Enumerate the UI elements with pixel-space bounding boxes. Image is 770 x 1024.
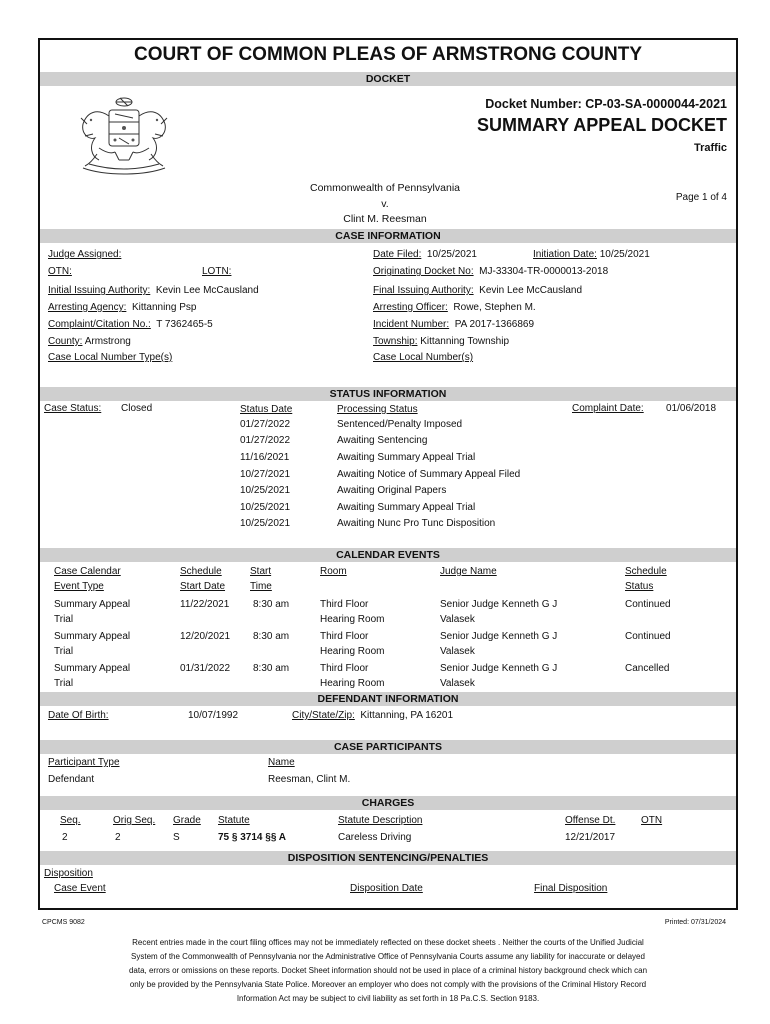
participant-name-header: Name	[268, 757, 295, 768]
defendant-information-bar: DEFENDANT INFORMATION	[40, 692, 736, 706]
calendar-events-bar: CALENDAR EVENTS	[40, 548, 736, 562]
complaint-citation-label: Complaint/Citation No.:	[48, 319, 151, 330]
event-date: 01/31/2022	[180, 663, 231, 674]
event-time: 8:30 am	[253, 631, 290, 642]
event-type-cont: Trial	[54, 614, 74, 625]
event-judge: Senior Judge Kenneth G J	[440, 663, 558, 674]
form-id: CPCMS 9082	[42, 919, 85, 926]
charge-grade: S	[173, 832, 180, 843]
complaint-date-label: Complaint Date:	[572, 403, 644, 414]
schedule-start-date-header-2: Start Date	[180, 581, 226, 592]
processing-status: Awaiting Summary Appeal Trial	[337, 502, 476, 513]
case-local-number-type-label: Case Local Number Type(s)	[48, 352, 173, 363]
room-header: Room	[320, 566, 347, 577]
event-room: Third Floor	[320, 631, 369, 642]
court-title: COURT OF COMMON PLEAS OF ARMSTRONG COUNTY	[133, 44, 643, 65]
caption-versus: v.	[381, 198, 389, 210]
start-time-header-2: Time	[250, 581, 272, 592]
status-information-bar: STATUS INFORMATION	[40, 387, 736, 401]
arresting-officer-value: Rowe, Stephen M.	[453, 302, 536, 313]
orig-seq-header: Orig Seq.	[113, 815, 156, 826]
initiation-date-value: 10/25/2021	[599, 249, 650, 260]
originating-docket-label: Originating Docket No:	[373, 266, 474, 277]
complaint-date-value: 01/06/2018	[666, 403, 717, 414]
county-label: County:	[48, 336, 83, 347]
status-date: 10/27/2021	[240, 469, 291, 480]
charge-description: Careless Driving	[338, 832, 412, 843]
status-date: 10/25/2021	[240, 485, 291, 496]
county-field	[48, 336, 131, 347]
incident-number-value: PA 2017-1366869	[454, 319, 535, 330]
case-subtype: Traffic	[693, 142, 727, 154]
start-time-header-1: Start	[250, 566, 272, 577]
event-status: Continued	[625, 599, 671, 610]
township-label: Township:	[373, 336, 418, 347]
schedule-start-date-header-1: Schedule	[180, 566, 222, 577]
event-room-cont: Hearing Room	[320, 646, 385, 657]
city-state-zip-value: Kittanning, PA 16201	[360, 710, 454, 721]
arresting-agency-value: Kittanning Psp	[131, 302, 197, 313]
event-judge-cont: Valasek	[440, 678, 475, 689]
event-status: Continued	[625, 631, 671, 642]
arresting-agency-label: Arresting Agency:	[48, 302, 127, 313]
disposition-label: Disposition	[44, 868, 93, 879]
event-judge: Senior Judge Kenneth G J	[440, 631, 558, 642]
event-judge-cont: Valasek	[440, 646, 475, 657]
status-date: 01/27/2022	[240, 419, 291, 430]
status-date: 10/25/2021	[240, 502, 291, 513]
charge-offense-date: 12/21/2017	[565, 832, 616, 843]
event-type-cont: Trial	[54, 678, 74, 689]
processing-status: Awaiting Sentencing	[337, 435, 428, 446]
charge-seq: 2	[62, 832, 68, 843]
event-type: Summary Appeal	[54, 599, 131, 610]
complaint-citation-value: T 7362465-5	[156, 319, 213, 330]
event-date: 11/22/2021	[180, 599, 230, 610]
township-field	[373, 336, 509, 347]
judge-name-header: Judge Name	[440, 566, 497, 577]
calendar-event-type-header-2: Event Type	[54, 581, 104, 592]
originating-docket-field	[373, 266, 608, 277]
caption-commonwealth: Commonwealth of Pennsylvania	[310, 182, 460, 194]
charge-statute: 75 § 3714 §§ A	[218, 832, 287, 843]
complaint-citation-field	[48, 319, 213, 330]
case-status-value: Closed	[121, 403, 153, 414]
seq-header: Seq.	[60, 815, 81, 826]
page-indicator: Page 1 of 4	[675, 192, 727, 203]
otn-header: OTN	[641, 815, 663, 826]
final-issuing-authority-field	[373, 285, 582, 296]
originating-docket-value: MJ-33304-TR-0000013-2018	[479, 266, 609, 277]
processing-status: Sentenced/Penalty Imposed	[337, 419, 463, 430]
disclaimer-line: only be provided by the Pennsylvania State Police. Moreover an employer who does not comply with the provisions of the Criminal History Record	[129, 980, 647, 989]
initial-issuing-authority-value: Kevin Lee McCausland	[155, 285, 259, 296]
disposition-date-header: Disposition Date	[350, 883, 423, 894]
case-status-label: Case Status:	[44, 403, 102, 414]
event-judge-cont: Valasek	[440, 614, 475, 625]
status-date: 11/16/2021	[240, 452, 290, 463]
case-local-numbers-label: Case Local Number(s)	[373, 352, 474, 363]
event-type: Summary Appeal	[54, 631, 131, 642]
case-information-bar: CASE INFORMATION	[40, 229, 736, 243]
printed-date: Printed: 07/31/2024	[664, 919, 726, 926]
participant-type-header: Participant Type	[48, 757, 120, 768]
date-filed-field	[373, 249, 477, 260]
event-status: Cancelled	[625, 663, 670, 674]
status-date-header: Status Date	[240, 404, 293, 415]
event-type-cont: Trial	[54, 646, 74, 657]
initial-issuing-authority-label: Initial Issuing Authority:	[48, 285, 151, 296]
disclaimer-line: Recent entries made in the court filing offices may not be immediately reflected on these docket sheets . Neither the courts of the Unified Judicial	[132, 938, 644, 947]
processing-status: Awaiting Summary Appeal Trial	[337, 452, 476, 463]
date-of-birth-label: Date Of Birth:	[48, 710, 109, 721]
event-room: Third Floor	[320, 599, 369, 610]
city-state-zip-field	[292, 710, 453, 721]
event-time: 8:30 am	[253, 599, 290, 610]
statute-header: Statute	[218, 815, 250, 826]
event-type: Summary Appeal	[54, 663, 131, 674]
arresting-officer-label: Arresting Officer:	[373, 302, 448, 313]
offense-date-header: Offense Dt.	[565, 815, 616, 826]
case-participants-bar: CASE PARTICIPANTS	[40, 740, 736, 754]
statute-description-header: Statute Description	[338, 815, 423, 826]
final-issuing-authority-label: Final Issuing Authority:	[373, 285, 474, 296]
date-filed-value: 10/25/2021	[426, 249, 477, 260]
incident-number-label: Incident Number:	[373, 319, 450, 330]
event-room-cont: Hearing Room	[320, 678, 385, 689]
lotn-label: LOTN:	[202, 266, 232, 277]
final-disposition-header: Final Disposition	[534, 883, 608, 894]
charges-bar: CHARGES	[40, 796, 736, 810]
event-room: Third Floor	[320, 663, 369, 674]
docket-type: SUMMARY APPEAL DOCKET	[476, 115, 727, 135]
status-date: 10/25/2021	[240, 518, 291, 529]
schedule-status-header-2: Status	[625, 581, 654, 592]
docket-bar: DOCKET	[40, 72, 736, 86]
disclaimer-line: data, errors or omissions on these reports. Docket Sheet information should not be used in place of a criminal history background check which can	[128, 966, 648, 975]
incident-number-field	[373, 319, 534, 330]
schedule-status-header-1: Schedule	[625, 566, 667, 577]
event-date: 12/20/2021	[180, 631, 231, 642]
judge-assigned-label: Judge Assigned:	[48, 249, 122, 260]
docket-number: Docket Number: CP-03-SA-0000044-2021	[485, 97, 727, 111]
date-filed-label: Date Filed:	[373, 249, 422, 260]
final-issuing-authority-value: Kevin Lee McCausland	[479, 285, 583, 296]
case-event-header: Case Event	[54, 883, 106, 894]
event-room-cont: Hearing Room	[320, 614, 385, 625]
pennsylvania-seal-icon	[75, 94, 173, 176]
participant-type: Defendant	[48, 774, 95, 785]
initiation-date-field	[533, 249, 650, 260]
disclaimer-notice	[88, 936, 688, 1006]
township-value: Kittanning Township	[420, 336, 510, 347]
date-of-birth-value: 10/07/1992	[188, 710, 239, 721]
grade-header: Grade	[173, 815, 201, 826]
arresting-agency-field	[48, 302, 196, 313]
disclaimer-line: System of the Commonwealth of Pennsylvania nor the Administrative Office of Pennsylvania Courts assume any liability for inaccurate or delayed	[131, 952, 645, 961]
city-state-zip-label: City/State/Zip:	[292, 710, 355, 721]
otn-label: OTN:	[48, 266, 72, 277]
caption-defendant: Clint M. Reesman	[343, 213, 427, 225]
disposition-bar: DISPOSITION SENTENCING/PENALTIES	[40, 851, 736, 865]
status-date: 01/27/2022	[240, 435, 291, 446]
processing-status: Awaiting Original Papers	[337, 485, 447, 496]
disclaimer-line: Information Act may be subject to civil liability as set forth in 18 Pa.C.S. Section 9183.	[236, 994, 540, 1003]
charge-orig-seq: 2	[115, 832, 121, 843]
processing-status-header: Processing Status	[337, 404, 418, 415]
county-value: Armstrong	[84, 336, 131, 347]
processing-status: Awaiting Notice of Summary Appeal Filed	[337, 469, 521, 480]
initial-issuing-authority-field	[48, 285, 259, 296]
initiation-date-label: Initiation Date:	[533, 249, 597, 260]
event-judge: Senior Judge Kenneth G J	[440, 599, 558, 610]
event-time: 8:30 am	[253, 663, 290, 674]
processing-status: Awaiting Nunc Pro Tunc Disposition	[337, 518, 496, 529]
calendar-event-type-header-1: Case Calendar	[54, 566, 121, 577]
arresting-officer-field	[373, 302, 536, 313]
participant-name: Reesman, Clint M.	[268, 774, 351, 785]
